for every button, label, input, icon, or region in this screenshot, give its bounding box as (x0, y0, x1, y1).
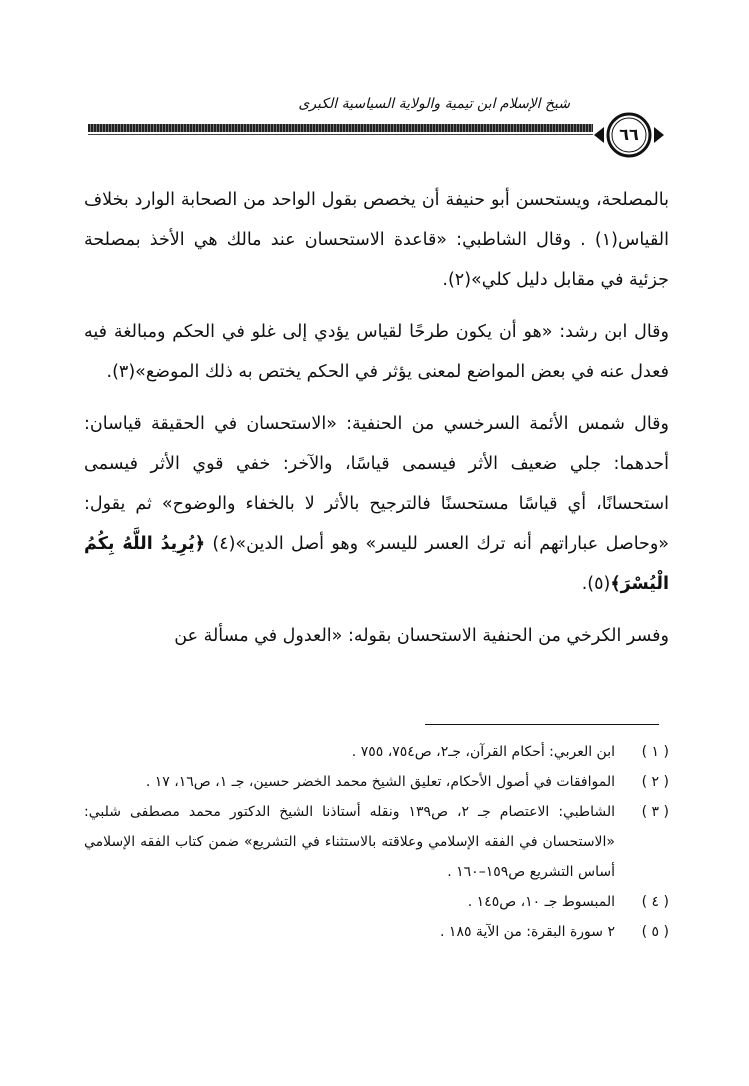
header-rule-thin (88, 134, 593, 135)
footnote-text: الشاطبي: الاعتصام جـ ٢، ص١٣٩ ونقله أستاذنا الشيخ الدكتور محمد مصطفى شلبي: «الاستحسان في الفقه الإسلامي وعلاقته بالاستثناء في التشريع» ضمن كتاب الفقه الإسلامي أساس التشريع ص١٥٩–١٦٠ . (84, 804, 615, 880)
footnote-text: ابن العربي: أحكام القرآن، جـ٢، ص٧٥٤، ٧٥٥ . (351, 744, 615, 760)
footnote-divider (425, 724, 659, 725)
main-text (84, 180, 669, 656)
paragraph-4: وفسر الكرخي من الحنفية الاستحسان بقوله: «العدول في مسألة عن (174, 626, 669, 646)
page-number: ٦٦ (619, 125, 639, 144)
quran-verse: ﴿يُرِيدُ اللَّهُ بِكُمُ الْيُسْرَ﴾ (84, 534, 669, 594)
quran-verse-footnote-ref: (٥). (581, 574, 611, 594)
paragraph-3 (84, 404, 669, 604)
footnote-3 (84, 797, 669, 887)
footnote-number: ( ١ ) (641, 744, 669, 760)
footnote-5 (84, 917, 669, 947)
footnote-number: ( ٥ ) (641, 924, 669, 940)
footnote-text: المبسوط جـ ١٠، ص١٤٥ . (467, 894, 615, 910)
header-rule (88, 124, 593, 132)
footnote-2 (84, 767, 669, 797)
footnote-number: ( ٤ ) (641, 894, 669, 910)
footnote-4 (84, 887, 669, 917)
footnote-text: ٢ سورة البقرة: من الآية ١٨٥ . (440, 924, 615, 940)
paragraph-2: وقال ابن رشد: «هو أن يكون طرحًا لقياس يؤدي إلى غلو في الحكم ومبالغة فيه فعدل عنه في بعض المواضع لمعنى يؤثر في الحكم يختص به ذلك الموضع»(٣). (84, 322, 669, 382)
footnote-number: ( ٢ ) (641, 774, 669, 790)
paragraph-1: بالمصلحة، ويستحسن أبو حنيفة أن يخصص بقول الواحد من الصحابة الوارد بخلاف القياس(١) . وقال الشاطبي: «قاعدة الاستحسان عند مالك هي الأخذ بمصلحة جزئية في مقابل دليل كلي»(٢). (84, 190, 669, 290)
running-title: شيخ الإسلام ابن تيمية والولاية السياسية الكبرى (298, 96, 570, 112)
footnote-text: الموافقات في أصول الأحكام، تعليق الشيخ محمد الخضر حسين، جـ ١، ص١٦، ١٧ . (145, 774, 615, 790)
footnotes (84, 737, 669, 947)
paragraph-3-text: وقال شمس الأئمة السرخسي من الحنفية: «الاستحسان في الحقيقة قياسان: أحدهما: جلي ضعيف الأثر فيسمى قياسًا، والآخر: خفي قوي الأثر فيسمى استحسانًا، أي قياسًا مستحسنًا فالترجيح بالأثر لا بالخفاء والوضوح» ثم يقول: «وحاصل عباراتهم أنه ترك العسر لليسر» وهو أصل الدين»(٤) (84, 414, 670, 554)
footnote-number: ( ٣ ) (641, 804, 669, 820)
footnote-1 (84, 737, 669, 767)
